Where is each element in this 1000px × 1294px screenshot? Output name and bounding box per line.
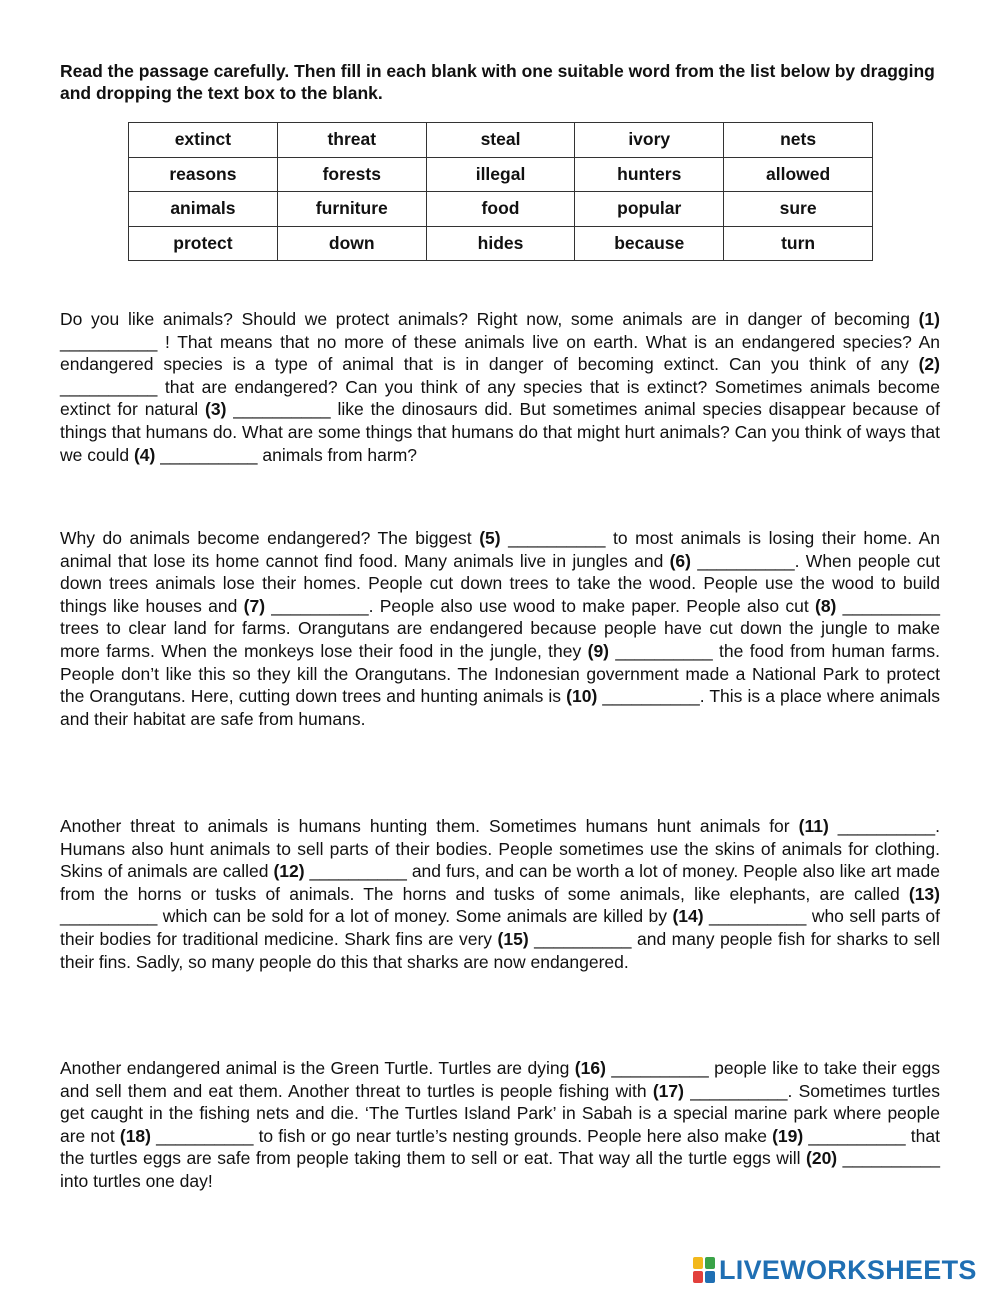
word-bank-word[interactable]: protect [129, 226, 278, 261]
word-bank-word[interactable]: threat [277, 123, 426, 158]
answer-blank[interactable]: __________ [60, 331, 158, 352]
word-bank-word[interactable]: hides [426, 226, 575, 261]
blank-number: (2) [918, 354, 940, 375]
passage-text: . Humans also hunt animals to sell parts of their bodies. People sometimes use the skins of animals for clothing. Skins of animals are called [60, 816, 940, 882]
passage-text: to most animals is losing their home. An animal that lose its home cannot find food. Many animals live in jungles and [60, 528, 941, 571]
paragraph-1 [60, 308, 940, 466]
passage-text: which can be sold for a lot of money. Some animals are killed by [157, 906, 673, 927]
answer-blank[interactable]: __________ [615, 640, 713, 661]
answer-blank[interactable]: __________ [508, 528, 606, 548]
word-bank-word[interactable]: popular [575, 192, 724, 227]
word-bank-word[interactable]: turn [724, 226, 873, 261]
word-bank-row [129, 226, 873, 261]
passage-text: Do you like animals? Should we protect animals? Right now, some animals are in danger of becoming [60, 309, 919, 329]
paragraph-4 [60, 1057, 940, 1193]
blank-number: (11) [798, 816, 829, 836]
blank-number: (6) [669, 550, 691, 571]
answer-blank[interactable]: __________ [709, 906, 807, 927]
passage-text: to fish or go near turtle’s nesting grounds. People here also make [253, 1125, 773, 1146]
word-bank-word[interactable]: down [277, 226, 426, 261]
answer-blank[interactable]: __________ [233, 399, 331, 420]
blank-number: (1) [918, 309, 940, 329]
passage-text: animals from harm? [257, 444, 418, 465]
answer-blank[interactable]: __________ [842, 595, 940, 616]
passage-text: . When people cut down trees animals lose their homes. People cut down trees to take the wood. People use the wood to build things like houses and [60, 550, 941, 616]
answer-blank[interactable]: __________ [160, 444, 258, 465]
passage-text: and many people fish for sharks to sell their fins. Sadly, so many people do this that sharks are now endangered. [60, 928, 940, 972]
answer-blank[interactable]: __________ [602, 686, 700, 707]
blank-number: (8) [815, 595, 837, 616]
blank-number: (20) [806, 1148, 838, 1169]
word-bank-word[interactable]: allowed [724, 157, 873, 192]
passage-text: Another endangered animal is the Green Turtle. Turtles are dying [60, 1058, 575, 1078]
word-bank-word[interactable]: because [575, 226, 724, 261]
blank-number: (9) [587, 640, 610, 661]
blank-number: (13) [908, 883, 940, 904]
word-bank-row [129, 157, 873, 192]
blank-number: (7) [243, 595, 266, 616]
passage-text: into turtles one day! [60, 1170, 213, 1191]
logo-text: LIVEWORKSHEETS [719, 1254, 977, 1285]
word-bank-word[interactable]: reasons [129, 157, 278, 192]
passage-text: the food from human farms. People don’t like this so they kill the Orangutans. The Indonesian government made a National Park to protect the Orangutans. Here, cutting down trees and hunting animals is [60, 640, 940, 707]
answer-blank[interactable]: __________ [808, 1125, 906, 1146]
word-bank-word[interactable]: hunters [575, 157, 724, 192]
answer-blank[interactable]: __________ [60, 376, 158, 397]
answer-blank[interactable]: __________ [611, 1058, 709, 1078]
blank-number: (12) [273, 861, 305, 882]
word-bank-word[interactable]: ivory [575, 123, 724, 158]
answer-blank[interactable]: __________ [60, 906, 158, 927]
passage-text: . Sometimes turtles get caught in the fishing nets and die. ‘The Turtles Island Park’ in Sabah is a special marine park where people are not [60, 1080, 940, 1146]
liveworksheets-logo-icon [693, 1257, 715, 1283]
passage-text: . This is a place where animals and their habitat are safe from humans. [60, 686, 940, 729]
passage-text: people like to take their eggs and sell them and eat them. Another threat to turtles is people fishing with [60, 1058, 940, 1101]
paragraph-3 [60, 815, 940, 973]
answer-blank[interactable]: __________ [837, 816, 936, 836]
passage-text: Why do animals become endangered? The biggest [60, 528, 480, 548]
blank-number: (18) [119, 1125, 151, 1146]
answer-blank[interactable]: __________ [534, 928, 632, 949]
paragraph-2 [60, 527, 940, 730]
word-bank-word[interactable]: furniture [277, 192, 426, 227]
word-bank-row [129, 123, 873, 158]
blank-number: (4) [133, 444, 156, 465]
passage-text: that are endangered? Can you think of any species that is extinct? Sometimes animals become extinct for natural [60, 376, 940, 420]
blank-number: (14) [672, 906, 704, 927]
blank-number: (16) [574, 1058, 606, 1078]
word-bank-word[interactable]: food [426, 192, 575, 227]
blank-number: (17) [652, 1080, 684, 1101]
word-bank-word[interactable]: sure [724, 192, 873, 227]
word-bank-word[interactable]: animals [129, 192, 278, 227]
passage-text: trees to clear land for farms. Orangutans are endangered because people have cut down the jungle to make more farms. When the monkeys lose their food in the jungle, they [60, 618, 940, 661]
blank-number: (5) [479, 528, 501, 548]
word-bank-word[interactable]: steal [426, 123, 575, 158]
passage-text: and furs, and can be worth a lot of money. People also like art made from the horns or tusks of animals. The horns and tusks of some animals, like elephants, are called [60, 861, 940, 904]
word-bank-word[interactable]: extinct [129, 123, 278, 158]
passage-text: Another threat to animals is humans hunting them. Sometimes humans hunt animals for [60, 816, 799, 836]
passage-text: ! That means that no more of these animals live on earth. What is an endangered species? An endangered species is a type of animal that is in danger of becoming extinct. Can you think of any [60, 331, 940, 375]
passage-text: . People also use wood to make paper. People also cut [368, 595, 815, 616]
answer-blank[interactable]: __________ [842, 1148, 940, 1169]
instructions: Read the passage carefully. Then fill in each blank with one suitable word from the list below by dragging and dropping the text box to the blank. [60, 61, 935, 103]
blank-number: (3) [205, 399, 227, 420]
word-bank-row [129, 192, 873, 227]
blank-number: (10) [566, 686, 598, 707]
liveworksheets-logo [693, 1255, 977, 1285]
word-bank-word[interactable]: illegal [426, 157, 575, 192]
word-bank-word[interactable]: forests [277, 157, 426, 192]
answer-blank[interactable]: __________ [271, 595, 369, 616]
answer-blank[interactable]: __________ [156, 1125, 254, 1146]
blank-number: (15) [497, 928, 529, 949]
passage-text: who sell parts of their bodies for traditional medicine. Shark fins are very [60, 906, 941, 949]
answer-blank[interactable]: __________ [309, 861, 407, 882]
answer-blank[interactable]: __________ [690, 1080, 788, 1101]
blank-number: (19) [772, 1125, 804, 1146]
answer-blank[interactable]: __________ [697, 550, 795, 571]
word-bank-word[interactable]: nets [724, 123, 873, 158]
passage-text: like the dinosaurs did. But sometimes animal species disappear because of things that humans do. What are some things that humans do that might hurt animals? Can you think of ways that we could [60, 399, 940, 465]
passage-text: that the turtles eggs are safe from people taking them to sell or eat. That way all the turtle eggs will [60, 1125, 940, 1169]
word-bank-table [128, 122, 873, 261]
